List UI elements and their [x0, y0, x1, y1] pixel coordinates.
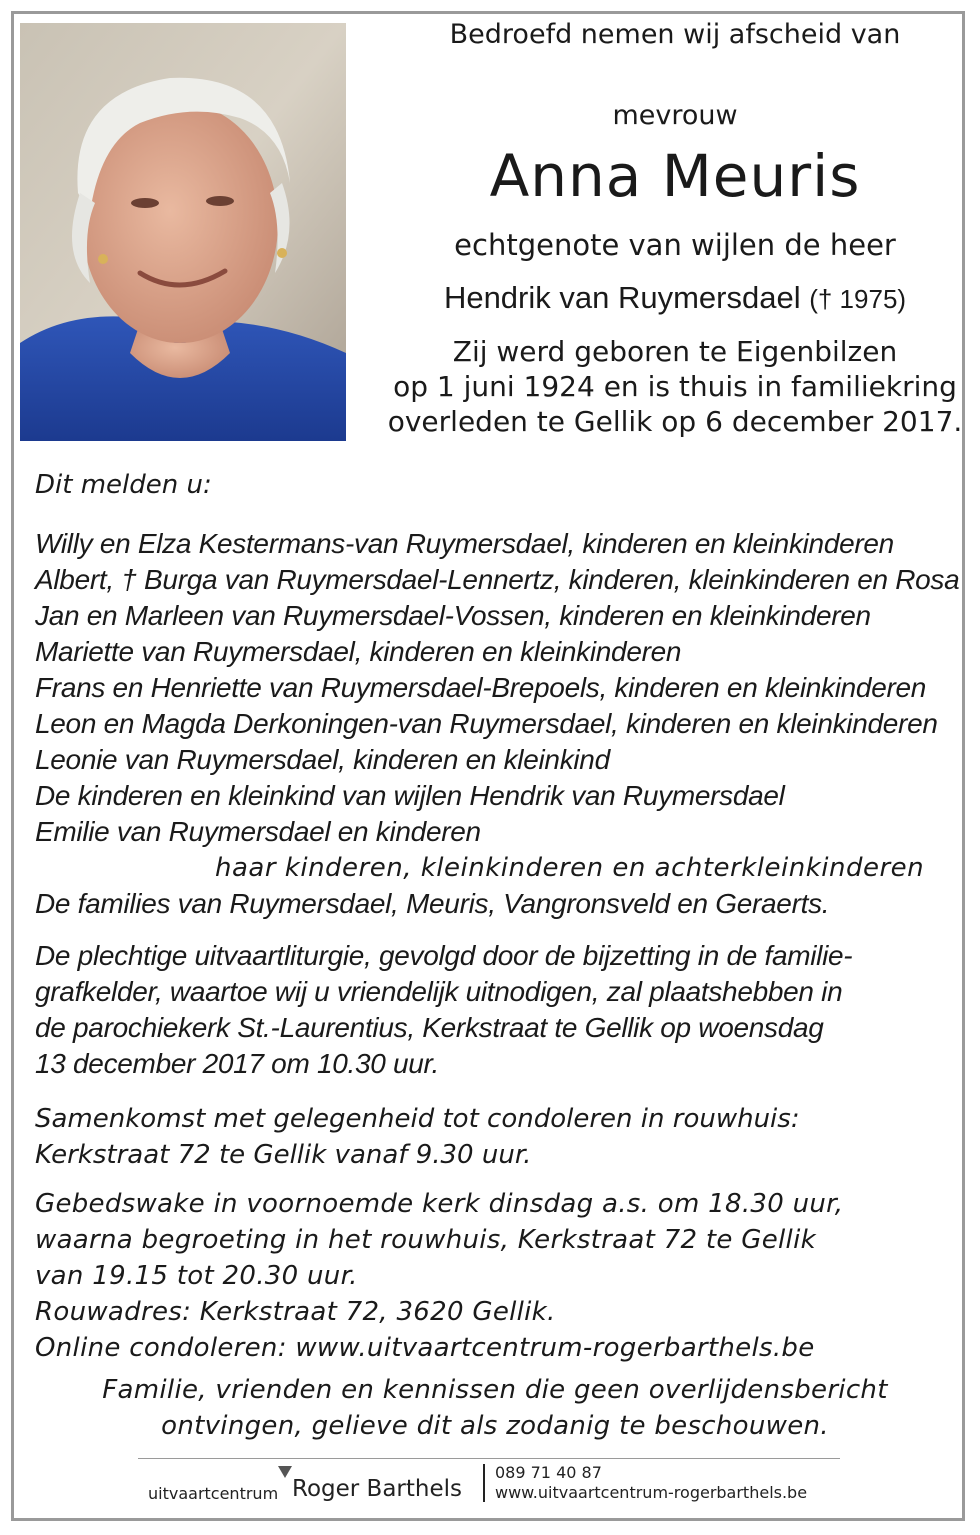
funeral-line: 13 december 2017 om 10.30 uur. — [35, 1048, 440, 1079]
closing-line: Familie, vrienden en kennissen die geen overlijdensbericht — [102, 1375, 888, 1405]
mourner-line: Jan en Marleen van Ruymersdael-Vossen, kinderen en kleinkinderen — [35, 600, 871, 631]
gathering-info — [35, 1101, 965, 1173]
funeral-line: De plechtige uitvaartliturgie, gevolgd door de bijzetting in de familie- — [35, 940, 853, 971]
footer — [0, 1462, 980, 1512]
birth-line: overleden te Gellik op 6 december 2017. — [387, 405, 963, 438]
mourner-line: De families van Ruymersdael, Meuris, Vangronsveld en Geraerts. — [35, 888, 830, 919]
wake-line: Gebedswake in voornoemde kerk dinsdag a.s. om 18.30 uur, — [35, 1189, 844, 1219]
title-text: mevrouw — [612, 100, 738, 131]
funeral-line: de parochiekerk St.-Laurentius, Kerkstraat te Gellik op woensdag — [35, 1012, 824, 1043]
mourner-line: De kinderen en kleinkind van wijlen Hendrik van Ruymersdael — [35, 780, 785, 811]
funeral-line: grafkelder, waartoe wij u vriendelijk uitnodigen, zal plaatshebben in — [35, 976, 843, 1007]
wake-line: waarna begroeting in het rouwhuis, Kerkstraat 72 te Gellik — [35, 1225, 816, 1255]
closing-line: ontvingen, gelieve dit als zodanig te beschouwen. — [161, 1411, 829, 1441]
gathering-line: Kerkstraat 72 te Gellik vanaf 9.30 uur. — [35, 1140, 532, 1170]
gathering-line: Samenkomst met gelegenheid tot condoleren in rouwhuis: — [35, 1104, 800, 1134]
closing-note — [30, 1372, 960, 1444]
spouse-death: († 1975) — [809, 284, 907, 314]
wake-line: van 19.15 tot 20.30 uur. — [35, 1261, 358, 1291]
announcement-label: Dit melden u: — [35, 470, 212, 500]
birth-line: Zij werd geboren te Eigenbilzen — [452, 335, 898, 368]
spouse-name: Hendrik van Ruymersdael — [443, 280, 801, 315]
triangle-down-icon — [278, 1466, 292, 1478]
mourner-line: Albert, † Burga van Ruymersdael-Lennertz, kinderen, kleinkinderen en Rosa — [35, 564, 960, 595]
funeral-info — [35, 938, 965, 1082]
footer-separator — [483, 1464, 485, 1502]
online-condolence-line: Online condoleren: www.uitvaartcentrum-rogerbarthels.be — [35, 1333, 815, 1363]
footer-company: Roger Barthels — [292, 1476, 462, 1502]
mourner-line: Leon en Magda Derkoningen-van Ruymersdael, kinderen en kleinkinderen — [35, 708, 938, 739]
mourner-line: Willy en Elza Kestermans-van Ruymersdael, kinderen en kleinkinderen — [35, 528, 894, 559]
mourner-line: Frans en Henriette van Ruymersdael-Brepoels, kinderen en kleinkinderen — [35, 672, 927, 703]
address-line: Rouwadres: Kerkstraat 72, 3620 Gellik. — [35, 1297, 556, 1327]
wake-info — [35, 1186, 965, 1366]
intro-text: Bedroefd nemen wij afscheid van — [449, 19, 901, 50]
mourner-line: Mariette van Ruymersdael, kinderen en kleinkinderen — [35, 636, 682, 667]
mourner-line: haar kinderen, kleinkinderen en achterkleinkinderen — [215, 853, 925, 883]
mourner-line: Leonie van Ruymersdael, kinderen en kleinkind — [35, 744, 610, 775]
footer-phone: 089 71 40 87 — [495, 1463, 602, 1482]
mourner-line: Emilie van Ruymersdael en kinderen — [35, 816, 481, 847]
deceased-name: Anna Meuris — [489, 142, 861, 210]
mourners-list — [35, 526, 965, 922]
birth-line: op 1 juni 1924 en is thuis in familiekring — [393, 370, 957, 403]
birth-death-info — [380, 334, 970, 439]
spouse-line — [380, 280, 970, 316]
footer-website[interactable]: www.uitvaartcentrum-rogerbarthels.be — [495, 1483, 808, 1502]
spouse-intro: echtgenote van wijlen de heer — [454, 228, 896, 262]
footer-divider — [138, 1458, 840, 1459]
portrait-photo — [20, 23, 346, 441]
footer-prefix: uitvaartcentrum — [148, 1484, 279, 1503]
